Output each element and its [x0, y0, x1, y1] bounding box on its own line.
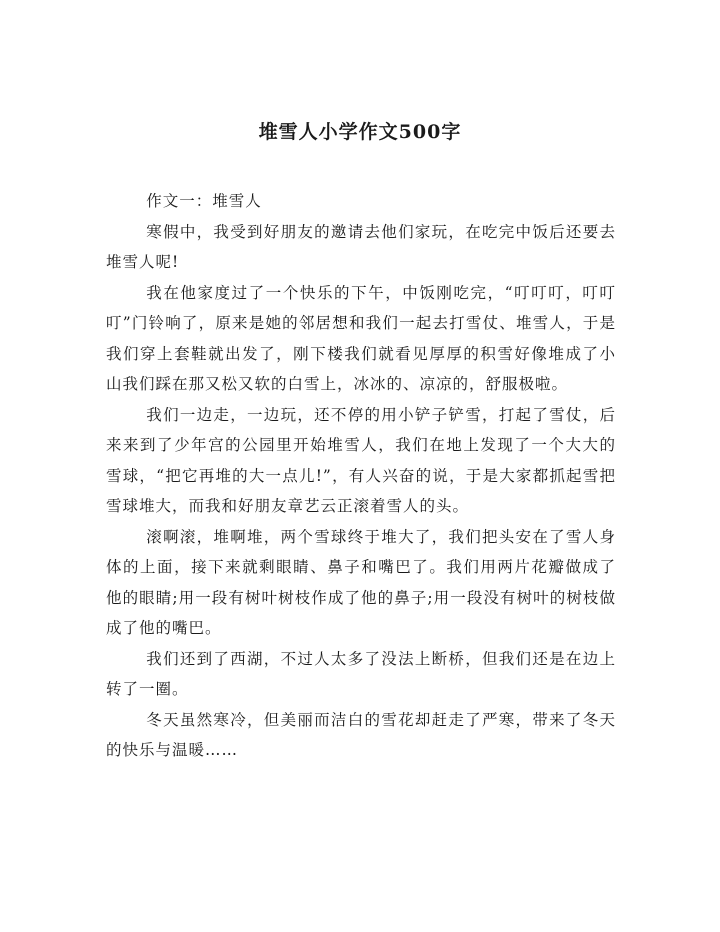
- essay-subtitle: 作文一：堆雪人: [146, 192, 262, 210]
- paragraph-5: 我们还到了西湖，不过人太多了没法上断桥，但我们还是在边上转了一圈。: [106, 649, 616, 698]
- paragraph-2: 我在他家度过了一个快乐的下午，中饭刚吃完，“叮叮叮，叮叮叮”门铃响了，原来是她的邻居想和我们一起去打雪仗、堆雪人，于是我们穿上套鞋就出发了，刚下楼我们就看见厚厚的积雪好像堆成了小山我们踩在那又松又软的白雪上，冰冰的、凉凉的，舒服极啦。: [106, 283, 616, 393]
- document-title: 堆雪人小学作文500字: [258, 121, 462, 143]
- document-body: [106, 186, 616, 766]
- paragraph-6: 冬天虽然寒冷，但美丽而洁白的雪花却赶走了严寒，带来了冬天的快乐与温暖……: [106, 710, 616, 759]
- paragraph-3: 我们一边走，一边玩，还不停的用小铲子铲雪，打起了雪仗，后来来到了少年宫的公园里开始堆雪人，我们在地上发现了一个大大的雪球，“把它再堆的大一点儿!”，有人兴奋的说，于是大家都抓起雪把雪球堆大，而我和好朋友章艺云正滚着雪人的头。: [106, 405, 616, 515]
- paragraph-1: 寒假中，我受到好朋友的邀请去他们家玩，在吃完中饭后还要去堆雪人呢!: [106, 222, 616, 271]
- paragraph-4: 滚啊滚，堆啊堆，两个雪球终于堆大了，我们把头安在了雪人身体的上面，接下来就剩眼睛、鼻子和嘴巴了。我们用两片花瓣做成了他的眼睛;用一段有树叶树枝作成了他的鼻子;用一段没有树叶的树枝做成了他的嘴巴。: [106, 527, 616, 637]
